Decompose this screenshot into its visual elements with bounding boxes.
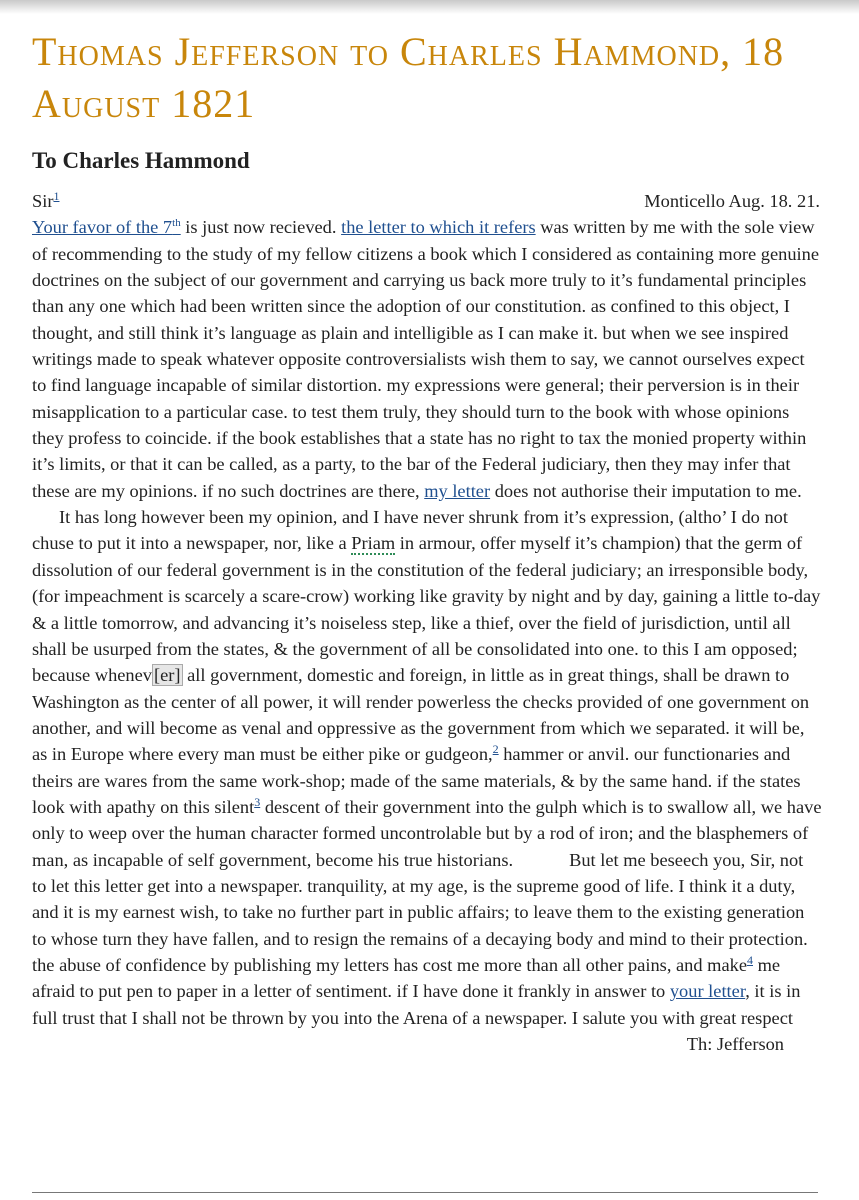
p2-text-3: all government, domestic and foreign, in little as in great things, shall be drawn to Washington as the center of all power, it will render powerless the checks provided of one government on another, and will become as venal and oppressive as the government from which we separated. it will be, as in Europe where every man must be either pike or gudgeon, [32, 665, 810, 765]
my-letter-link[interactable]: my letter [424, 480, 491, 501]
priam-annotation[interactable]: Priam [351, 533, 396, 554]
letter-body [32, 188, 822, 1057]
paragraph-2 [32, 504, 822, 1031]
referred-letter-link[interactable]: the letter to which it refers [341, 217, 536, 238]
footnote-1-link[interactable]: 1 [53, 189, 60, 203]
footnote-2-link[interactable]: 2 [492, 742, 499, 757]
p2-text-7: me afraid to put pen to paper in a letter of sentiment. if I have done it frankly in answer to [32, 954, 781, 1002]
p1-text-3: does not authorise their imputation to me. [490, 480, 802, 501]
p2-text-8: , it is in full trust that I shall not be thrown by you into the Arena of a newspaper. I salute you with great respect [32, 981, 801, 1028]
addressee-heading: To Charles Hammond [32, 148, 250, 173]
paragraph-1 [32, 214, 822, 504]
p2-text-4: hammer or anvil. our functionaries and theirs are wares from the same work-shop; made of the same materials, & by the same hand. if the states look with apathy on this silent [32, 744, 801, 817]
p1-text-1: is just now recieved. [180, 217, 342, 238]
document-page [32, 26, 822, 1057]
footnote-4-link[interactable]: 4 [747, 952, 753, 967]
document-title: Thomas Jefferson to Charles Hammond, 18 August 1821 [32, 29, 785, 126]
salutation [32, 188, 59, 214]
top-shadow [0, 0, 859, 14]
salutation-line [32, 188, 822, 214]
editorial-insertion: [er] [154, 665, 181, 686]
favor-link-sup: th [172, 217, 181, 230]
bottom-divider [32, 1192, 818, 1193]
signature: Th: Jefferson [686, 1034, 784, 1054]
footnote-3-link[interactable]: 3 [254, 794, 261, 809]
dateline: Monticello Aug. 18. 21. [644, 191, 820, 211]
salutation-text: Sir [32, 191, 54, 211]
p2-text-6: But let me beseech you, Sir, not to let this letter get into a newspaper. tranquility, at my age, is the supreme good of life. I think it a duty, and it is my earnest wish, to take no further part in public affairs; to leave them to the existing generation to whose turn they have fallen, and to resign the remains of a decaying body and mind to their protection. the abuse of confidence by publishing my letters has cost me more than all other pains, and make [32, 849, 808, 975]
favor-link-text: Your favor of the 7 [32, 217, 173, 238]
your-letter-link[interactable]: your letter [669, 981, 746, 1002]
p2-text-2: in armour, offer myself it’s champion) that the germ of dissolution of our federal government is in the constitution of the federal judiciary; an irresponsible body, (for impeachment is scarcely a scare-crow) working like gravity by night and by day, gaining a little to-day & a little tomorrow, and advancing it’s noiseless step, like a thief, over the field of jurisdiction, until all shall be usurped from the states, & the government of all be consolidated into one. to this I am opposed; because whenev [32, 533, 821, 686]
p2-text-5: descent of their government into the gulph which is to swallow all, we have only to weep over the human character formed uncontrolable but by a rod of iron; and the blasphemers of man, as incapable of self government, become his true historians. [32, 796, 822, 870]
p1-text-2: was written by me with the sole view of recommending to the study of my fellow citizens a book which I considered as containing more genuine doctrines on the subject of our government and carrying us back more truly to it’s fundamental principles than any one which had been written since the adoption of our constitution. as confined to this object, I thought, and still think it’s language as plain and intelligible as I can make it. but when we see inspired writings made to speak whatever opposite controversialists wish them to say, we cannot ourselves expect to find language incapable of similar distortion. my expressions were general; their perversion is in their misapplication to a particular case. to test them truly, they should turn to the book with whose opinions they profess to coincide. if the book establishes that a state has no right to tax the monied property within it’s limits, or that it can be called, as a party, to the bar of the Federal judiciary, then they may infer that these are my opinions. if no such doctrines are there, [32, 217, 820, 501]
favor-link[interactable] [32, 217, 181, 237]
p2-text-1: It has long however been my opinion, and I have never shrunk from it’s expression, (altho’ I do not chuse to put it into a newspaper, nor, like a [32, 507, 788, 554]
